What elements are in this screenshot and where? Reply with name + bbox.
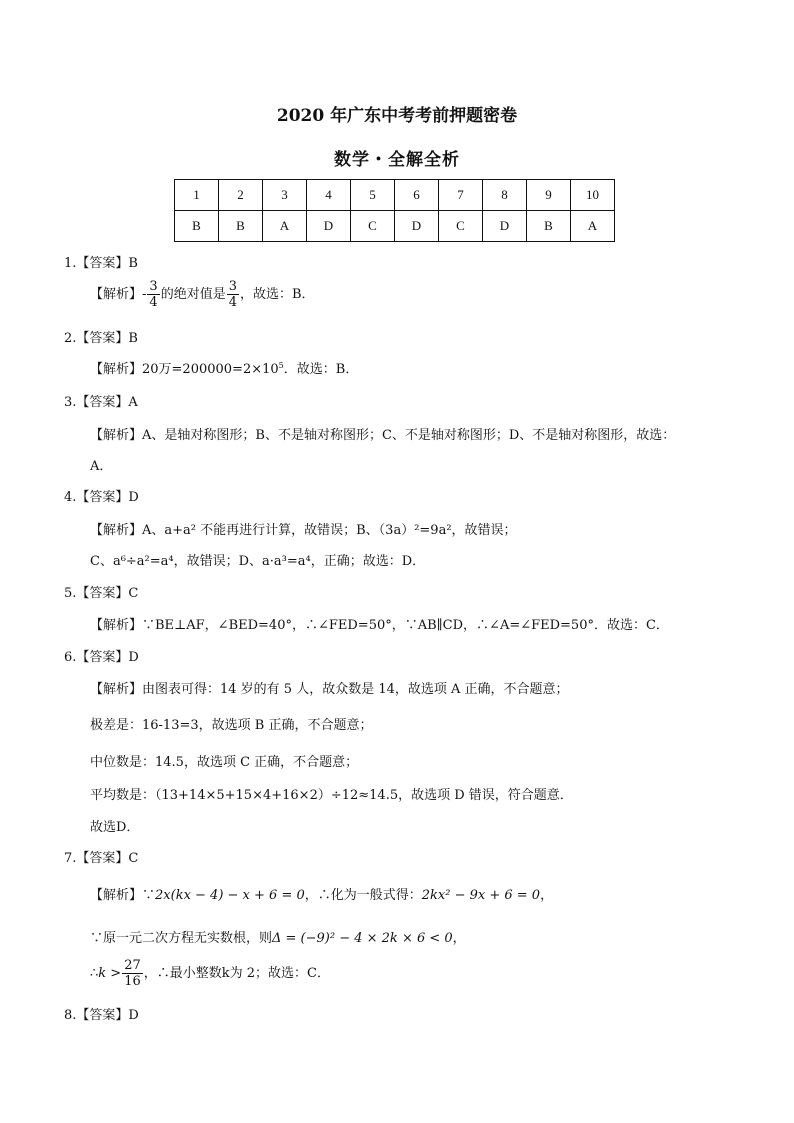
q3-answer: 3.【答案】A — [64, 395, 138, 410]
table-cell-number: 6 — [395, 180, 439, 211]
fraction-denominator: 16 — [124, 974, 141, 989]
q7-explanation-text: ， — [540, 888, 554, 903]
equation: 2x(kx − 4) − x + 6 = 0 — [155, 888, 305, 903]
q2-explanation-text: ．故选：B． — [283, 362, 359, 377]
q4-answer: 4.【答案】D — [64, 490, 139, 505]
q7-explanation-line3 — [90, 958, 330, 989]
table-cell-number: 1 — [175, 180, 219, 211]
q6-explanation: 【解析】由图表可得：14 岁的有 5 人，故众数是 14，故选项 A 正确，不合题意； — [90, 682, 569, 697]
fraction — [227, 279, 239, 310]
inequality: k > — [98, 966, 122, 981]
q1-explanation-text: 【解析】- — [90, 287, 147, 302]
fraction — [147, 279, 159, 310]
table-cell-number: 7 — [439, 180, 483, 211]
q1-explanation — [90, 279, 315, 310]
fraction-denominator: 4 — [149, 295, 158, 310]
answer-table — [174, 179, 615, 242]
q6-explanation-line5: 故选D． — [90, 820, 140, 835]
table-cell-number: 3 — [263, 180, 307, 211]
table-cell-answer: C — [351, 211, 395, 242]
q1-answer: 1.【答案】B — [64, 256, 138, 271]
q3-explanation: 【解析】A、是轴对称图形；B、不是轴对称图形；C、不是轴对称图形；D、不是轴对称图形，故选： — [90, 428, 676, 443]
fraction-numerator: 3 — [228, 279, 237, 294]
q7-explanation-text: ∴ — [90, 966, 99, 981]
q6-answer: 6.【答案】D — [64, 650, 139, 665]
table-cell-number: 2 — [219, 180, 263, 211]
table-cell-number: 9 — [527, 180, 571, 211]
q6-explanation-line3: 中位数是：14.5，故选项 C 正确，不合题意； — [90, 755, 359, 770]
q2-explanation-text: 【解析】20万=200000=2×10 — [90, 362, 279, 377]
q3-explanation-continued: A． — [90, 459, 113, 474]
q7-explanation-line2 — [90, 927, 466, 946]
page-subtitle: 数学・全解全析 — [334, 150, 460, 170]
table-cell-answer: C — [439, 211, 483, 242]
q2-explanation — [90, 358, 358, 377]
table-cell-answer: B — [527, 211, 571, 242]
q1-explanation-text: 的绝对值是 — [160, 287, 226, 302]
q7-explanation-text: 【解析】∵ — [90, 888, 156, 903]
superscript: 5 — [278, 361, 284, 370]
q5-explanation: 【解析】∵BE⊥AF，∠BED=40°，∴∠FED=50°，∵AB∥CD，∴∠A=∠FED=50°．故选：C． — [90, 618, 669, 633]
q4-explanation-continued: C、a⁶÷a²=a⁴，故错误；D、a·a³=a⁴，正确；故选：D． — [90, 554, 426, 569]
q5-answer: 5.【答案】C — [64, 586, 139, 601]
table-cell-answer: A — [263, 211, 307, 242]
table-cell-number: 5 — [351, 180, 395, 211]
table-cell-answer: D — [307, 211, 351, 242]
answer-table-answer-row — [175, 211, 615, 242]
table-cell-number: 4 — [307, 180, 351, 211]
table-cell-answer: A — [571, 211, 615, 242]
q7-explanation-text: ，∴最小整数k为 2；故选：C． — [143, 966, 330, 981]
fraction — [122, 958, 143, 989]
q6-explanation-line4: 平均数是：（13+14×5+15×4+16×2）÷12≈14.5，故选项 D 错误，符合题意． — [90, 788, 573, 803]
fraction-denominator: 4 — [228, 295, 237, 310]
table-cell-answer: D — [483, 211, 527, 242]
equation: 2kx² − 9x + 6 = 0 — [421, 888, 541, 903]
q6-explanation-line2: 极差是：16-13=3，故选项 B 正确，不合题意； — [90, 718, 373, 733]
q7-explanation-text: ∵原一元二次方程无实数根，则 — [90, 931, 273, 946]
equation: Δ = (−9)² − 4 × 2k × 6 < 0 — [272, 931, 453, 946]
page-title: 2020 年广东中考考前押题密卷 — [276, 106, 518, 126]
q8-answer: 8.【答案】D — [64, 1008, 139, 1023]
q7-explanation — [90, 884, 553, 903]
table-cell-answer: B — [219, 211, 263, 242]
q4-explanation: 【解析】A、a+a² 不能再进行计算，故错误；B、（3a）²=9a²，故错误； — [90, 523, 517, 538]
table-cell-number: 8 — [483, 180, 527, 211]
q7-explanation-text: ，∴化为一般式得： — [304, 888, 422, 903]
table-cell-answer: D — [395, 211, 439, 242]
table-cell-answer: B — [175, 211, 219, 242]
fraction-numerator: 3 — [149, 279, 158, 294]
q2-answer: 2.【答案】B — [64, 331, 138, 346]
q1-explanation-text: ，故选：B． — [239, 287, 315, 302]
table-cell-number: 10 — [571, 180, 615, 211]
q7-explanation-text: ， — [452, 931, 466, 946]
q7-answer: 7.【答案】C — [64, 851, 139, 866]
answer-table-number-row — [175, 180, 615, 211]
fraction-numerator: 27 — [124, 958, 141, 973]
